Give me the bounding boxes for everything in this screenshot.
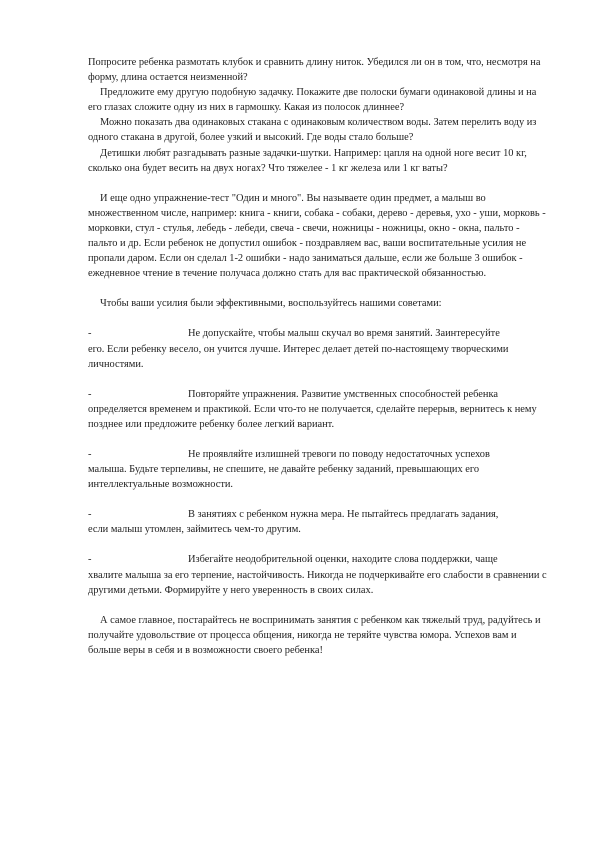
tip-item-3 xyxy=(88,447,550,492)
tip-first-line: Повторяйте упражнения. Развитие умственных способностей ребенка xyxy=(188,388,498,400)
tip-rest: малыша. Будьте терпеливы, не спешите, не давайте ребенку заданий, превышающих его интеллектуальные возможности. xyxy=(88,464,480,491)
tip-item-1 xyxy=(88,326,550,371)
tip-item-2 xyxy=(88,387,550,432)
tip-dash: - xyxy=(88,448,92,460)
tip-first-line: Избегайте неодобрительной оценки, находите слова поддержки, чаще xyxy=(188,554,498,566)
spacer xyxy=(88,176,550,191)
paragraph-yarn: Попросите ребенка размотать клубок и сравнить длину ниток. Убедился ли он в том, что, несмотря на форму, длина остается неизменной? xyxy=(88,57,541,84)
spacer xyxy=(88,432,550,447)
tip-item-5 xyxy=(88,552,550,597)
tip-rest: хвалите малыша за его терпение, настойчивость. Никогда не подчеркивайте его слабости в сравнении с другими детьми. Формируйте у него уверенность в своих силах. xyxy=(88,569,547,596)
tip-rest: его. Если ребенку весело, он учится лучше. Интерес делает детей по-настоящему творческими личностями. xyxy=(88,343,509,370)
spacer xyxy=(88,537,550,552)
tip-dash: - xyxy=(88,554,92,566)
tip-first-line: Не допускайте, чтобы малыш скучал во время занятий. Заинтересуйте xyxy=(188,328,500,340)
tip-dash: - xyxy=(88,509,92,521)
advice-intro: Чтобы ваши усилия были эффективными, воспользуйтесь нашими советами: xyxy=(100,298,442,310)
paragraph-one-and-many: И еще одно упражнение-тест "Один и много". Вы называете один предмет, а малыш во множественном числе, например: книга - книги, собака - собаки, дерево - деревья, ухо - уши, морковь - морковки, стул - стулья, лебедь - лебеди, свеча - свечи, ножницы - ножницы, окно - окна, пальто - пальто и др. Если ребенок не допустил ошибок - поздравляем вас, ваши воспитательные усилия не пропали даром. Если он сделал 1-2 ошибки - надо заниматься дальше, если же больше 3 ошибок - ежедневное чтение в течение получаса должно стать для вас практической обязанностью. xyxy=(88,192,546,280)
tip-rest: если малыш утомлен, займитесь чем-то другим. xyxy=(88,524,301,536)
tip-rest: определяется временем и практикой. Если что-то не получается, сделайте перерыв, вернитесь к нему позднее или предложите ребенку более легкий вариант. xyxy=(88,403,537,430)
spacer xyxy=(88,598,550,613)
tip-first-line: В занятиях с ребенком нужна мера. Не пытайтесь предлагать задания, xyxy=(188,509,499,521)
spacer xyxy=(88,372,550,387)
spacer xyxy=(88,281,550,296)
paragraph-glasses: Можно показать два одинаковых стакана с одинаковым количеством воды. Затем перелить воду из одного стакана в другой, более узкий и высокий. Где воды стало больше? xyxy=(88,117,537,144)
tip-item-4 xyxy=(88,507,550,537)
spacer xyxy=(88,492,550,507)
tip-dash: - xyxy=(88,388,92,400)
paragraph-paper-strips: Предложите ему другую подобную задачку. Покажите две полоски бумаги одинаковой длины и на его глазах сложите одну из них в гармошку. Какая из полосок длиннее? xyxy=(88,87,537,114)
document-page xyxy=(88,55,550,658)
tip-dash: - xyxy=(88,328,92,340)
closing-paragraph: А самое главное, постарайтесь не воспринимать занятия с ребенком как тяжелый труд, радуйтесь и получайте удовольствие от процесса общения, никогда не теряйте чувства юмора. Успехов вам и больше веры в себя и в возможности своего ребенка! xyxy=(88,614,541,656)
spacer xyxy=(88,311,550,326)
paragraph-riddles: Детишки любят разгадывать разные задачки-шутки. Например: цапля на одной ноге весит 10 кг, сколько она будет весить на двух ногах? Что тяжелее - 1 кг железа или 1 кг ваты? xyxy=(88,147,527,174)
tip-first-line: Не проявляйте излишней тревоги по поводу недостаточных успехов xyxy=(188,448,490,460)
